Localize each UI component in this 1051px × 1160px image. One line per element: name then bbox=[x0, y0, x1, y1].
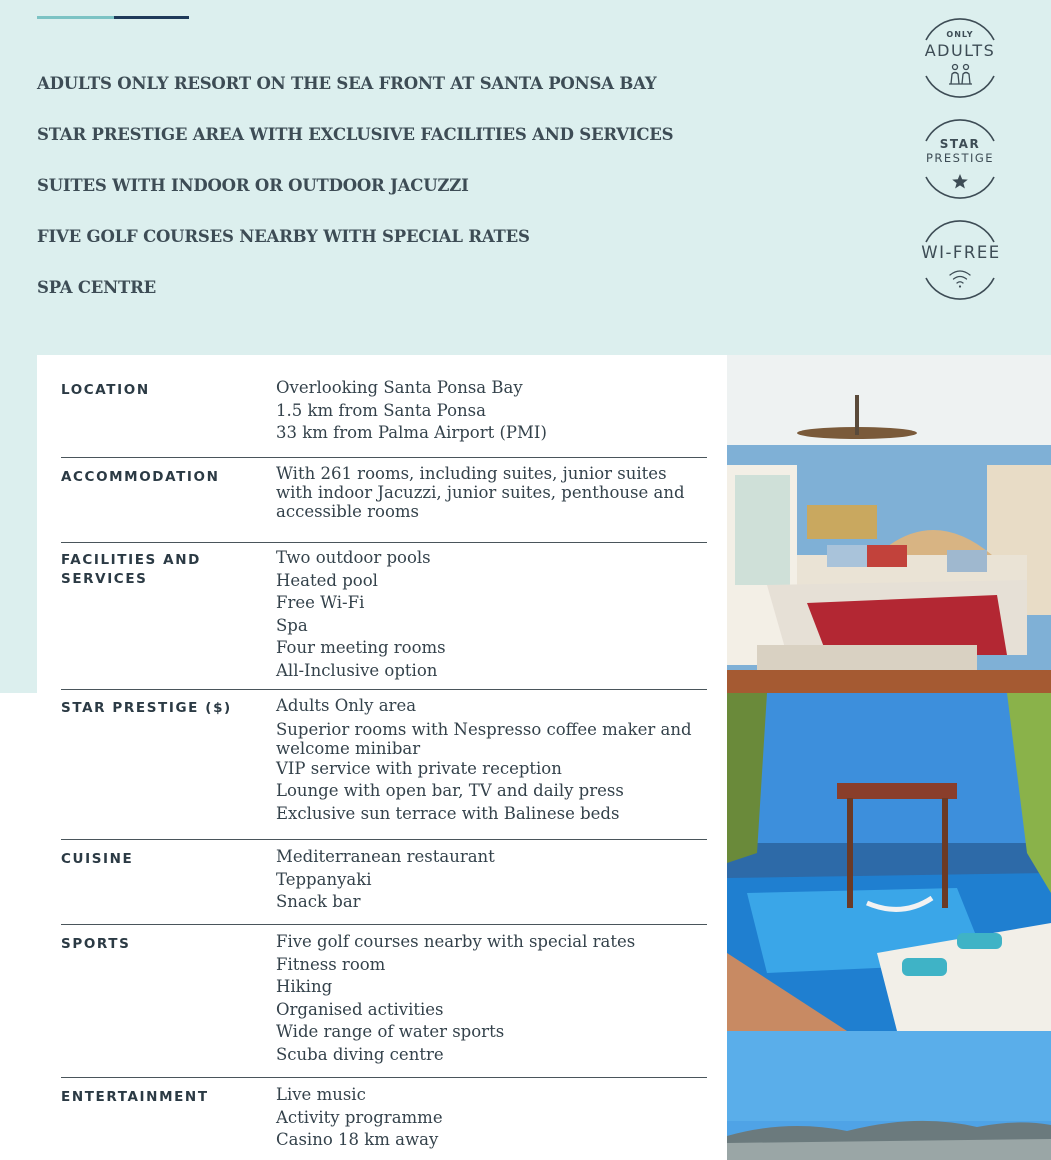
star-prestige-badge bbox=[918, 117, 1002, 201]
pool-photo bbox=[727, 693, 1051, 1031]
detail-values bbox=[276, 547, 707, 689]
detail-value: VIP service with private reception bbox=[276, 758, 562, 778]
detail-value: Live music bbox=[276, 1085, 366, 1104]
detail-value: Superior rooms with Nespresso coffee maker and bbox=[276, 719, 692, 739]
detail-value: Spa bbox=[276, 615, 308, 635]
detail-label: SPORTS bbox=[61, 936, 131, 952]
detail-value: Two outdoor pools bbox=[276, 548, 431, 567]
bedroom-photo bbox=[727, 355, 1051, 693]
detail-values bbox=[276, 1084, 707, 1158]
wifi-badge bbox=[918, 218, 1002, 302]
detail-value: Organised activities bbox=[276, 999, 444, 1019]
highlights-list bbox=[37, 70, 673, 325]
detail-value: 1.5 km from Santa Ponsa bbox=[276, 400, 486, 420]
detail-value: Adults Only area bbox=[276, 696, 417, 715]
side-band bbox=[0, 355, 37, 693]
details-card bbox=[37, 355, 727, 1160]
detail-row-star-prestige bbox=[61, 690, 707, 840]
highlight-item: SUITES WITH INDOOR OR OUTDOOR JACUZZI bbox=[37, 176, 469, 195]
adults-only-badge bbox=[918, 16, 1002, 100]
detail-value: Free Wi-Fi bbox=[276, 593, 365, 612]
detail-row-entertainment bbox=[61, 1078, 707, 1158]
accent-line-light bbox=[37, 16, 114, 19]
detail-value: Snack bar bbox=[276, 892, 361, 911]
badge-star-line2: PRESTIGE bbox=[925, 151, 995, 165]
star-icon bbox=[952, 174, 968, 189]
detail-value: Hiking bbox=[276, 977, 333, 996]
detail-label: ACCOMMODATION bbox=[61, 469, 220, 485]
detail-row-accommodation bbox=[61, 458, 707, 543]
detail-value: Mediterranean restaurant bbox=[276, 847, 495, 866]
detail-value: Fitness room bbox=[276, 954, 386, 974]
wifi-icon bbox=[950, 271, 970, 288]
detail-value: Teppanyaki bbox=[276, 869, 372, 889]
detail-label: LOCATION bbox=[61, 382, 150, 398]
detail-value: Scuba diving centre bbox=[276, 1044, 444, 1064]
highlight-item: FIVE GOLF COURSES NEARBY WITH SPECIAL RATES bbox=[37, 227, 530, 246]
detail-values bbox=[276, 377, 707, 457]
detail-row-facilities bbox=[61, 543, 707, 690]
details-table bbox=[61, 377, 707, 1158]
detail-value: Five golf courses nearby with special rates bbox=[276, 932, 636, 951]
detail-values bbox=[276, 695, 707, 839]
detail-value: With 261 rooms, including suites, junior suites bbox=[276, 464, 667, 483]
detail-value: Lounge with open bar, TV and daily press bbox=[276, 781, 624, 800]
detail-row-location bbox=[61, 377, 707, 458]
badge-star-line1: STAR bbox=[939, 137, 981, 151]
detail-label: CUISINE bbox=[61, 851, 134, 867]
accent-line-dark bbox=[114, 16, 189, 19]
detail-values bbox=[276, 846, 707, 924]
detail-label: ENTERTAINMENT bbox=[61, 1089, 209, 1105]
highlight-item: SPA CENTRE bbox=[37, 278, 157, 297]
detail-value: accessible rooms bbox=[276, 502, 420, 521]
badge-wifi-main: WI-FREE bbox=[921, 243, 1001, 262]
detail-value: Overlooking Santa Ponsa Bay bbox=[276, 378, 523, 397]
detail-value: Casino 18 km away bbox=[276, 1130, 439, 1149]
badge-adults-main: ADULTS bbox=[924, 41, 996, 60]
detail-value: Wide range of water sports bbox=[276, 1022, 505, 1041]
detail-value: Activity programme bbox=[276, 1107, 443, 1127]
detail-value: Four meeting rooms bbox=[276, 638, 446, 657]
detail-row-sports bbox=[61, 925, 707, 1078]
adults-icon bbox=[949, 65, 972, 85]
detail-label: STAR PRESTIGE ($) bbox=[61, 700, 232, 716]
detail-label: FACILITIES AND SERVICES bbox=[61, 552, 201, 587]
detail-value: All-Inclusive option bbox=[276, 660, 438, 680]
detail-value: Heated pool bbox=[276, 570, 378, 590]
detail-values bbox=[276, 464, 707, 542]
highlight-item: ADULTS ONLY RESORT ON THE SEA FRONT AT SANTA PONSA BAY bbox=[37, 74, 657, 93]
bay-photo bbox=[727, 1031, 1051, 1160]
detail-values bbox=[276, 931, 707, 1077]
detail-value: Exclusive sun terrace with Balinese beds bbox=[276, 803, 620, 823]
badge-adults-top: ONLY bbox=[946, 30, 974, 39]
detail-value: welcome minibar bbox=[276, 738, 421, 758]
detail-value: 33 km from Palma Airport (PMI) bbox=[276, 423, 547, 442]
highlight-item: STAR PRESTIGE AREA WITH EXCLUSIVE FACILITIES AND SERVICES bbox=[37, 125, 674, 144]
detail-row-cuisine bbox=[61, 840, 707, 925]
detail-value: with indoor Jacuzzi, junior suites, penthouse and bbox=[276, 483, 685, 502]
